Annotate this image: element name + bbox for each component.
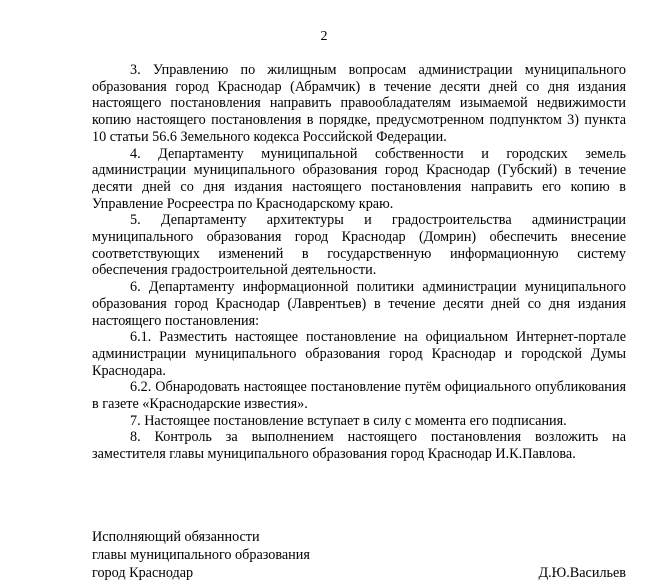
- signature-position-line-3: город Краснодар: [92, 565, 194, 581]
- signature-position-line-2: главы муниципального образования: [92, 547, 310, 563]
- paragraph-6: 6. Департаменту информационной политики администрации муниципального образования город Краснодар (Лаврентьев) в течение десяти дней со дня издания настоящего постановления:: [92, 279, 626, 329]
- paragraph-6-2: 6.2. Обнародовать настоящее постановление путём официального опубликования в газете «Краснодарские известия».: [92, 379, 626, 413]
- signature-position-line-1: Исполняющий обязанности: [92, 529, 260, 545]
- page-number: 2: [320, 29, 328, 44]
- signatory-name: Д.Ю.Васильев: [538, 565, 626, 581]
- paragraph-6-1: 6.1. Разместить настоящее постановление на официальном Интернет-портале администрации муниципального образования город Краснодар и городской Думы Краснодара.: [92, 329, 626, 379]
- paragraph-7: 7. Настоящее постановление вступает в силу с момента его подписания.: [130, 412, 567, 429]
- paragraph-3: 3. Управлению по жилищным вопросам администрации муниципального образования город Краснодар (Абрамчик) в течение десяти дней со дня издания настоящего постановления направить правообладателям изымаемой недвижимости копию настоящего постановления в порядке, предусмотренном подпунктом 3) пункта 10 статьи 56.6 Земельного кодекса Российской Федерации.: [92, 62, 626, 145]
- document-body: [92, 62, 626, 463]
- paragraph-8: 8. Контроль за выполнением настоящего постановления возложить на заместителя главы муниципального образования город Краснодар И.К.Павлова.: [92, 429, 626, 463]
- signature-block: [92, 528, 626, 582]
- paragraph-5: 5. Департаменту архитектуры и градостроительства администрации муниципального образования город Краснодар (Домрин) обеспечить внесение соответствующих изменений в государственную информационную систему обеспечения градостроительной деятельности.: [92, 212, 626, 279]
- paragraph-4: 4. Департаменту муниципальной собственности и городских земель администрации муниципального образования город Краснодар (Губский) в течение десяти дней со дня издания настоящего постановления направить его копию в Управление Росреестра по Краснодарскому краю.: [92, 145, 626, 212]
